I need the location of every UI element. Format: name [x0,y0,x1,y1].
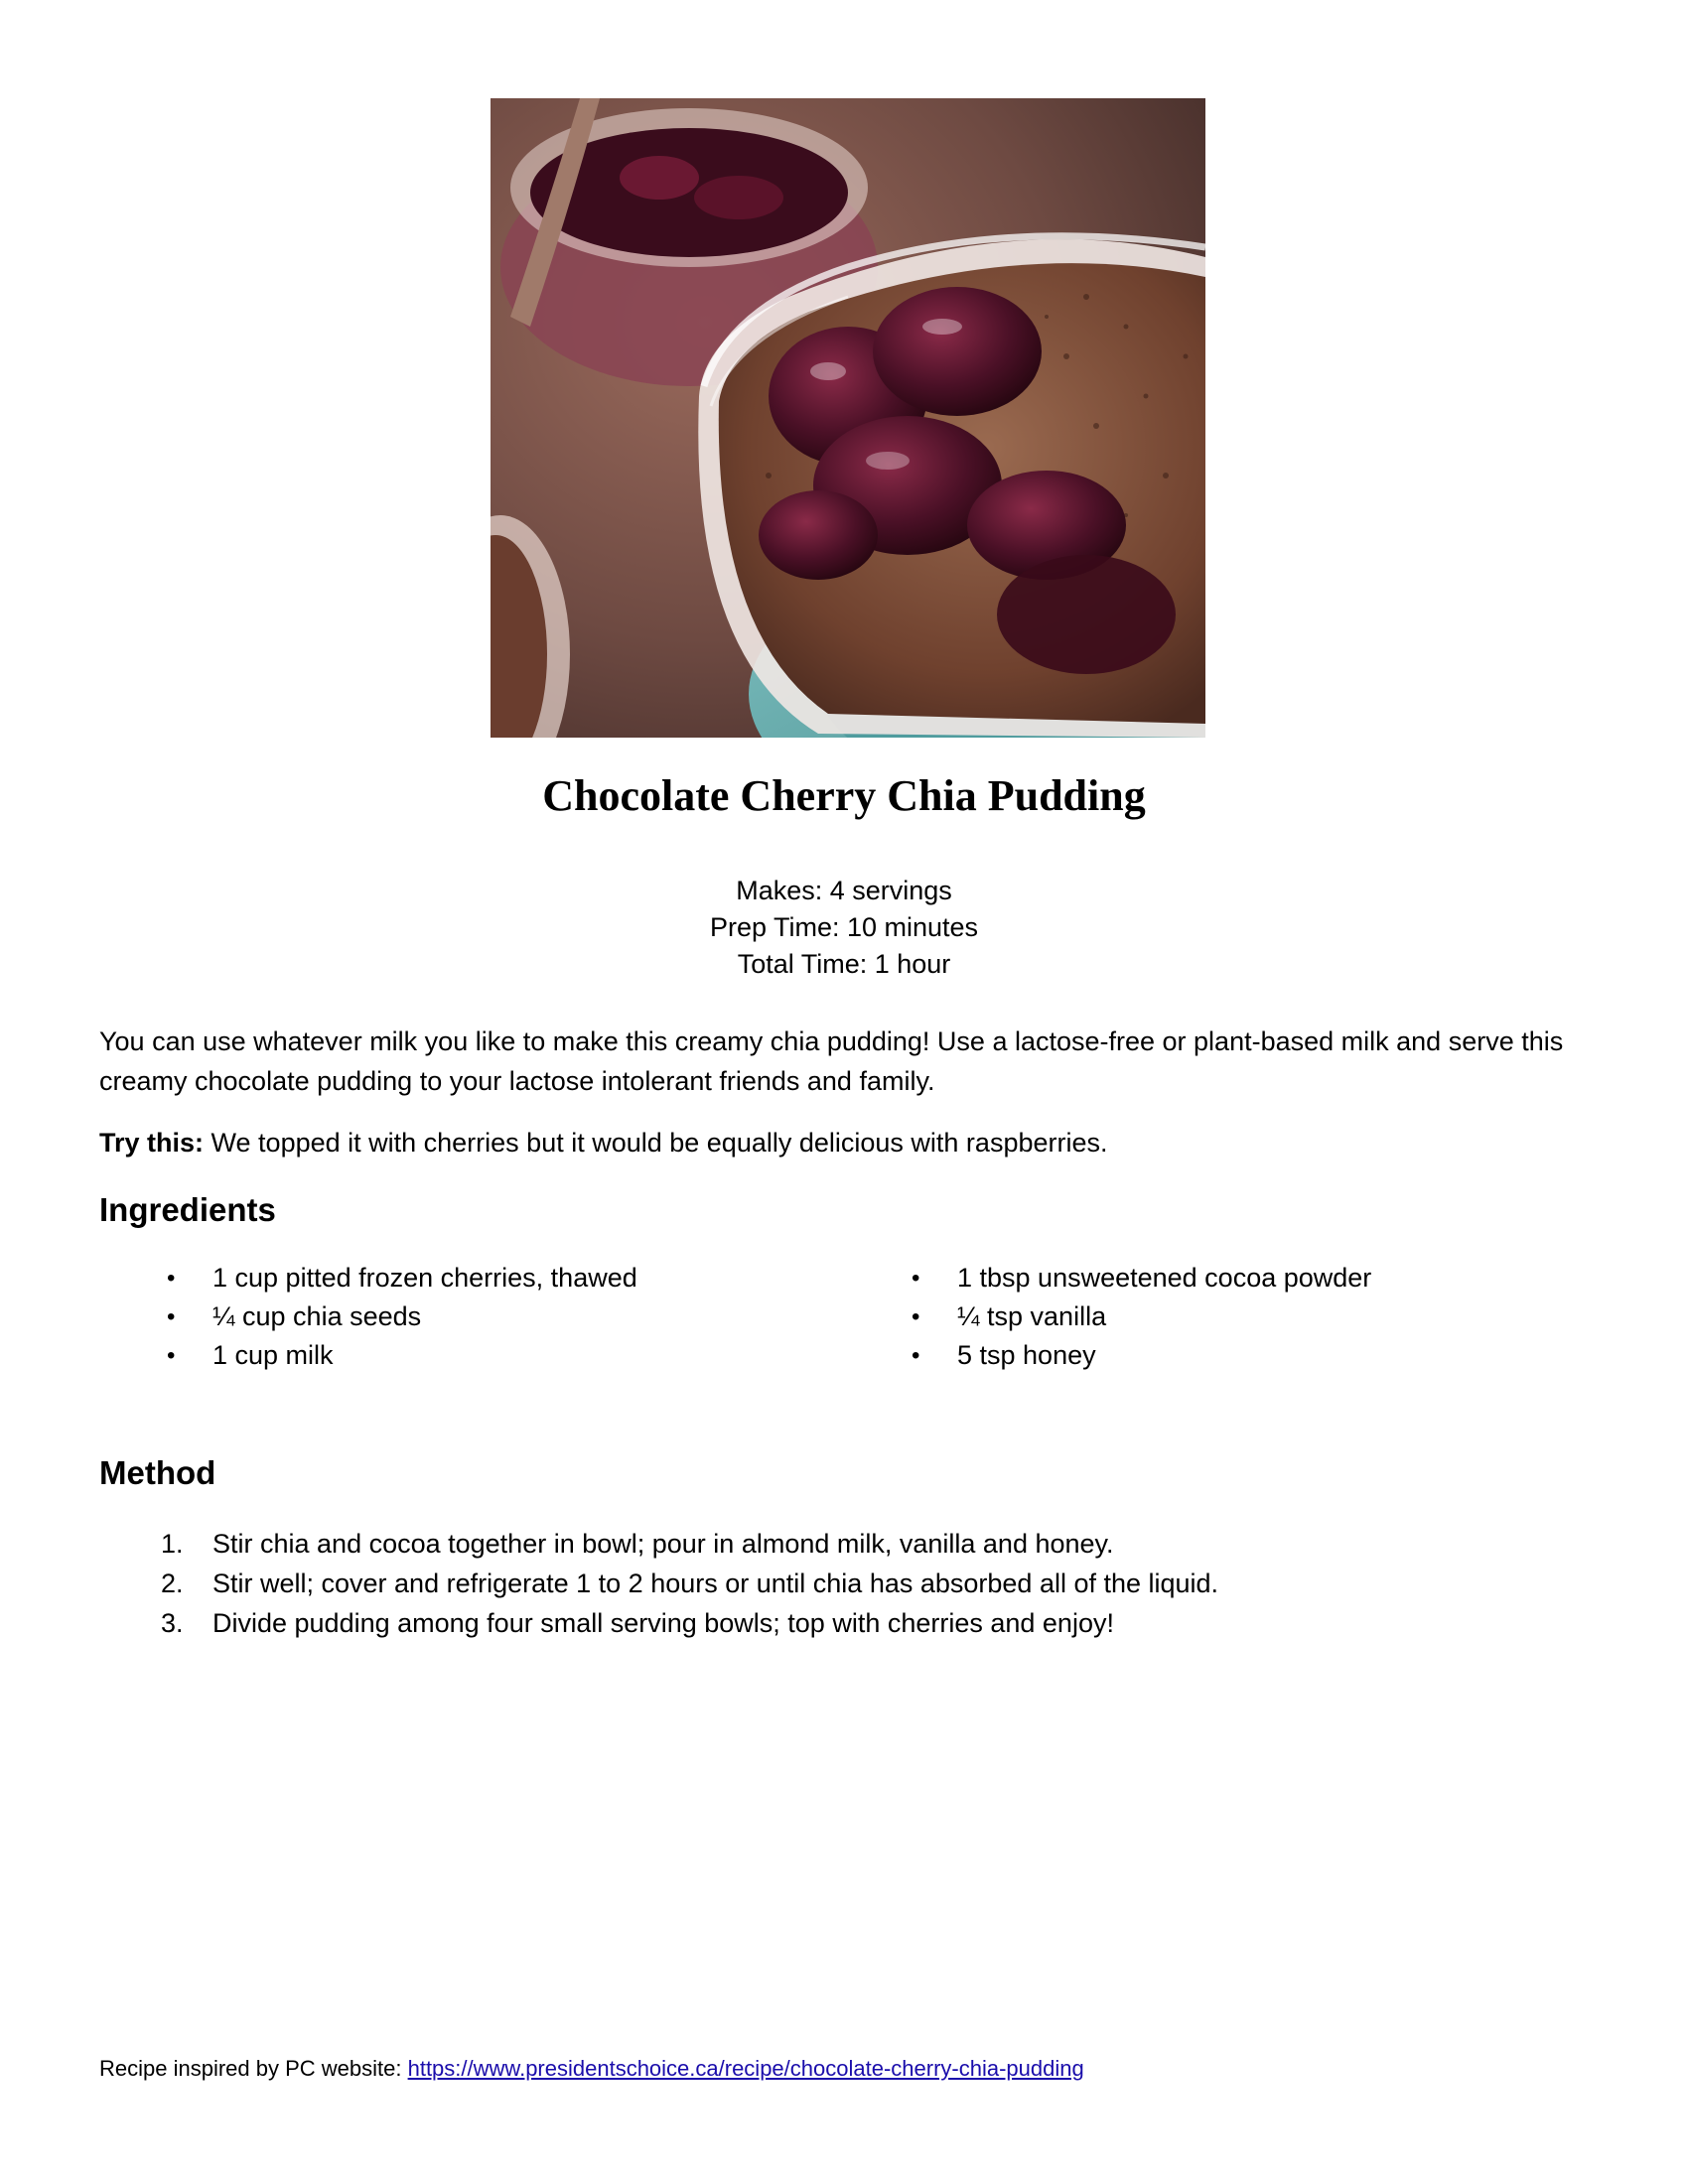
ingredients-list-left [167,1259,888,1375]
intro-paragraph: You can use whatever milk you like to make this creamy chia pudding! Use a lactose-free or plant-based milk and serve this creamy chocolate pudding to your lactose intolerant friends and family. [99,1026,1564,1096]
page-title: Chocolate Cherry Chia Pudding [542,771,1146,820]
list-item: • 1 cup milk [212,1336,888,1375]
method-step [159,1564,1549,1603]
source-link[interactable]: https://www.presidentschoice.ca/recipe/chocolate-cherry-chia-pudding [407,2056,1084,2081]
method-step [159,1524,1549,1564]
footer-credit [99,2054,1084,2084]
list-item: • 1 cup pitted frozen cherries, thawed [212,1259,888,1297]
step-number: 3. [161,1608,184,1638]
tip-paragraph [99,1123,1589,1162]
recipe-photo [491,98,1205,738]
list-item: • ¼ cup chia seeds [212,1297,888,1336]
step-text: Divide pudding among four small serving bowls; top with cherries and enjoy! [212,1608,1114,1638]
step-number: 2. [161,1569,184,1598]
bullet-icon: • [912,1342,920,1369]
recipe-meta [0,873,1688,983]
step-text: Stir chia and cocoa together in bowl; pour in almond milk, vanilla and honey. [212,1529,1114,1559]
ingredients-heading: Ingredients [99,1191,276,1228]
tip-label: Try this: [99,1128,205,1158]
method-step [159,1603,1549,1643]
servings-text: Makes: 4 servings [736,876,952,905]
chocolate-cherry-chia-pudding-photo [491,98,1205,738]
prep-time-text: Prep Time: 10 minutes [709,912,979,942]
list-item: • 5 tsp honey [957,1336,1573,1375]
ingredients-list-right [912,1259,1573,1375]
method-heading: Method [99,1454,216,1491]
bullet-icon: • [167,1265,176,1292]
step-text: Stir well; cover and refrigerate 1 to 2 hours or until chia has absorbed all of the liquid. [212,1569,1219,1598]
bullet-icon: • [167,1342,176,1369]
bullet-icon: • [912,1303,920,1330]
total-time-text: Total Time: 1 hour [737,949,951,979]
bullet-icon: • [912,1265,920,1292]
method-steps [159,1524,1549,1643]
bullet-icon: • [167,1303,176,1330]
list-item: • ¼ tsp vanilla [957,1297,1573,1336]
step-number: 1. [161,1529,184,1559]
footer-label: Recipe inspired by PC website: [99,2056,408,2081]
tip-text: We topped it with cherries but it would be equally delicious with raspberries. [204,1128,1108,1158]
list-item: • 1 tbsp unsweetened cocoa powder [957,1259,1573,1297]
